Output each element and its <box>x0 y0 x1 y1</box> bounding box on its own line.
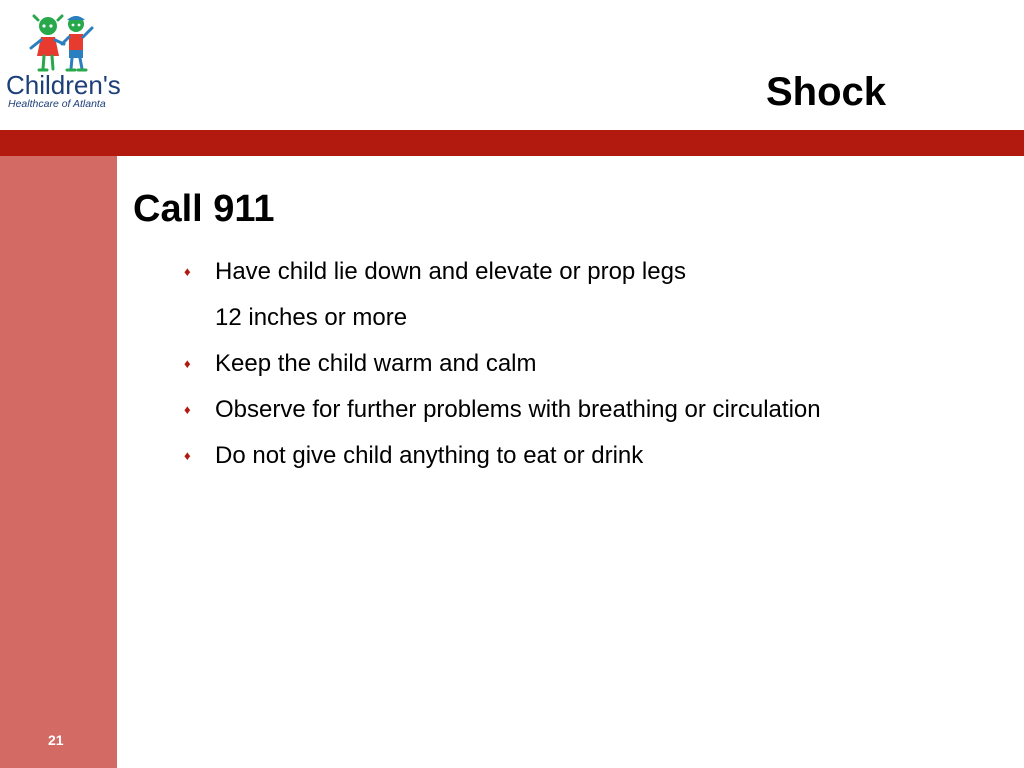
bullet-item <box>182 440 1002 472</box>
childrens-healthcare-logo <box>4 14 128 114</box>
content-heading: Call 911 <box>133 188 275 230</box>
diamond-icon: ♦ <box>184 402 191 417</box>
slide-title: Shock <box>765 70 886 114</box>
logo-graphic <box>4 14 128 114</box>
diamond-icon: ♦ <box>184 264 191 279</box>
bullet-text: Have child lie down and elevate or prop legs <box>215 258 686 285</box>
logo-tagline-text: Healthcare of Atlanta <box>8 98 106 110</box>
bullet-item <box>182 256 1002 334</box>
diamond-icon: ♦ <box>184 448 191 463</box>
header-divider-bar <box>0 130 1024 156</box>
bullet-text: Do not give child anything to eat or drink <box>215 442 644 469</box>
bullet-list <box>182 256 1002 486</box>
page-number: 21 <box>48 732 64 748</box>
bullet-text: Observe for further problems with breathing or circulation <box>215 396 821 423</box>
bullet-item <box>182 348 1002 380</box>
bullet-item <box>182 394 1002 426</box>
bullet-text-continuation: 12 inches or more <box>215 304 408 331</box>
side-accent-bar <box>0 156 117 768</box>
diamond-icon: ♦ <box>184 356 191 371</box>
logo-brand-text: Children's <box>6 70 121 100</box>
bullet-text: Keep the child warm and calm <box>215 350 537 377</box>
